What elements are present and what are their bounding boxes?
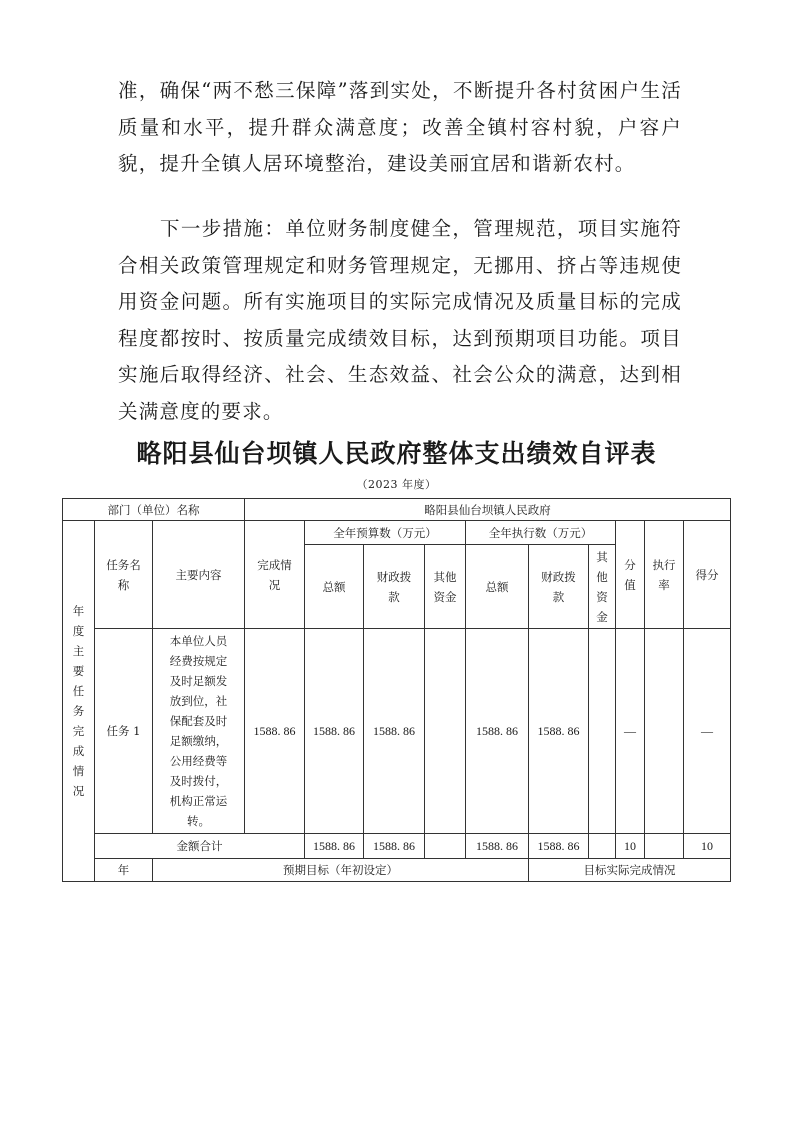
paragraph-goals: 准，确保“两不愁三保障”落到实处，不断提升各村贫困户生活质量和水平，提升群众满意度；改善全镇村容村貌，户容户貌，提升全镇人居环境整治，建设美丽宜居和谐新农村。 <box>118 79 682 176</box>
total-exec-rate <box>645 834 684 859</box>
header-budget-total: 总额 <box>305 545 364 629</box>
header-exec-other-text: 其他资金 <box>596 549 608 624</box>
table-title: 略阳县仙台坝镇人民政府整体支出绩效自评表 <box>136 439 657 468</box>
performance-table <box>62 498 731 882</box>
header-completion: 完成情况 <box>245 521 305 629</box>
header-exec-total: 总额 <box>466 545 529 629</box>
header-score-value <box>616 521 645 629</box>
score-cell: — <box>684 629 731 834</box>
header-score: 得分 <box>684 521 731 629</box>
budget-other-cell <box>425 629 466 834</box>
header-row-1 <box>63 521 731 545</box>
header-score-value-text: 分值 <box>624 557 636 592</box>
total-exec-other <box>589 834 616 859</box>
header-main-content: 主要内容 <box>153 521 245 629</box>
header-budget-other-text: 其他资金 <box>433 569 457 604</box>
dept-row <box>63 499 731 521</box>
score-value-cell: — <box>616 629 645 834</box>
total-score: 10 <box>684 834 731 859</box>
total-budget-other <box>425 834 466 859</box>
total-budget-total: 1588. 86 <box>305 834 364 859</box>
header-budget-fiscal-text: 财政拨款 <box>376 569 412 604</box>
exec-fiscal-cell: 1588. 86 <box>529 629 589 834</box>
dept-value: 略阳县仙台坝镇人民政府 <box>245 499 731 521</box>
total-label: 金额合计 <box>95 834 305 859</box>
section-label-text: 年度主要任务完成情况 <box>72 604 85 798</box>
completion-cell: 1588. 86 <box>245 629 305 834</box>
header-budget-other <box>425 545 466 629</box>
header-budget-fiscal <box>364 545 425 629</box>
section-label <box>63 521 95 882</box>
header-task-name: 任务名称 <box>95 521 153 629</box>
total-row <box>63 834 731 859</box>
total-exec-total: 1588. 86 <box>466 834 529 859</box>
target-side-label: 年 <box>95 859 153 882</box>
table-row <box>63 629 731 834</box>
header-exec-fiscal-text: 财政拨款 <box>541 569 576 604</box>
total-score-value: 10 <box>616 834 645 859</box>
expected-target-label: 预期目标（年初设定） <box>153 859 529 882</box>
budget-fiscal-cell: 1588. 86 <box>364 629 425 834</box>
header-exec-other <box>589 545 616 629</box>
target-row <box>63 859 731 882</box>
total-exec-fiscal: 1588. 86 <box>529 834 589 859</box>
header-exec-rate <box>645 521 684 629</box>
header-exec-rate-text: 执行率 <box>652 557 676 592</box>
budget-total-cell: 1588. 86 <box>305 629 364 834</box>
dept-label: 部门（单位）名称 <box>63 499 245 521</box>
task-name-cell: 任务 1 <box>95 629 153 834</box>
paragraph-next-steps: 下一步措施：单位财务制度健全，管理规范，项目实施符合相关政策管理规定和财务管理规定，无挪用、挤占等违规使用资金问题。所有实施项目的实际完成情况及质量目标的完成程度都按时、按质量完成绩效目标，达到预期项目功能。项目实施后取得经济、社会、生态效益、社会公众的满意，达到相关满意度的要求。 <box>118 217 682 423</box>
header-budget-group: 全年预算数（万元） <box>305 521 466 545</box>
table-subtitle: （2023 年度） <box>356 478 437 491</box>
total-budget-fiscal: 1588. 86 <box>364 834 425 859</box>
exec-rate-cell <box>645 629 684 834</box>
exec-other-cell <box>589 629 616 834</box>
actual-target-label: 目标实际完成情况 <box>529 859 731 882</box>
main-content-text: 本单位人员经费按规定及时足额发放到位，社保配套及时足额缴纳，公用经费等及时拨付，机构正常运转。 <box>169 634 228 828</box>
header-exec-group: 全年执行数（万元） <box>466 521 616 545</box>
exec-total-cell: 1588. 86 <box>466 629 529 834</box>
header-exec-fiscal <box>529 545 589 629</box>
main-content-cell <box>153 629 245 834</box>
